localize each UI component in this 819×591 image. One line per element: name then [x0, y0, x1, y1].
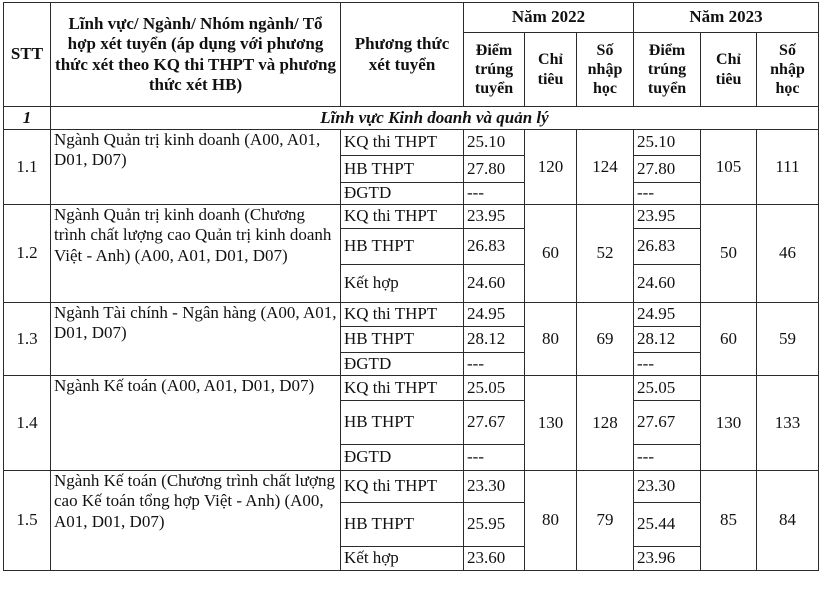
score-2023: 28.12 [634, 327, 701, 353]
quota-2022: 60 [525, 205, 577, 303]
score-2023: 24.95 [634, 303, 701, 327]
header-stt: STT [4, 3, 51, 107]
header-enrolled-2023: Số nhập học [757, 33, 819, 107]
score-2023: 26.83 [634, 229, 701, 265]
enrolled-2022: 69 [577, 303, 634, 376]
row-stt: 1.1 [4, 130, 51, 205]
major-name: Ngành Kế toán (A00, A01, D01, D07) [51, 376, 341, 471]
method-name: HB THPT [341, 156, 464, 183]
row-stt: 1.3 [4, 303, 51, 376]
score-2023: --- [634, 445, 701, 471]
major-name: Ngành Kế toán (Chương trình chất lượng cao Kế toán tổng hợp Việt - Anh) (A00, A01, D01, D07) [51, 471, 341, 571]
score-2023: --- [634, 183, 701, 205]
method-name: KQ thi THPT [341, 471, 464, 503]
admission-table [3, 2, 819, 571]
method-name: HB THPT [341, 327, 464, 353]
score-2022: 25.95 [464, 503, 525, 547]
row-stt: 1.5 [4, 471, 51, 571]
score-2022: 23.60 [464, 547, 525, 571]
score-2022: 25.10 [464, 130, 525, 156]
score-2023: 27.67 [634, 401, 701, 445]
quota-2023: 60 [701, 303, 757, 376]
header-score-2022: Điểm trúng tuyển [464, 33, 525, 107]
score-2023: 25.44 [634, 503, 701, 547]
score-2022: 27.80 [464, 156, 525, 183]
score-2022: 27.67 [464, 401, 525, 445]
method-name: KQ thi THPT [341, 130, 464, 156]
method-name: ĐGTD [341, 445, 464, 471]
header-field: Lĩnh vực/ Ngành/ Nhóm ngành/ Tổ hợp xét tuyển (áp dụng với phương thức xét theo KQ thi THPT và phương thức xét HB) [51, 3, 341, 107]
enrolled-2023: 59 [757, 303, 819, 376]
method-name: KQ thi THPT [341, 303, 464, 327]
score-2023: 23.96 [634, 547, 701, 571]
section-number: 1 [4, 107, 51, 130]
score-2023: 23.30 [634, 471, 701, 503]
method-name: KQ thi THPT [341, 376, 464, 401]
method-name: ĐGTD [341, 353, 464, 376]
quota-2023: 130 [701, 376, 757, 471]
row-stt: 1.4 [4, 376, 51, 471]
enrolled-2023: 84 [757, 471, 819, 571]
method-name: KQ thi THPT [341, 205, 464, 229]
quota-2022: 120 [525, 130, 577, 205]
major-name: Ngành Quản trị kinh doanh (A00, A01, D01, D07) [51, 130, 341, 205]
row-stt: 1.2 [4, 205, 51, 303]
header-score-2023: Điểm trúng tuyển [634, 33, 701, 107]
header-year-2022: Năm 2022 [464, 3, 634, 33]
method-name: HB THPT [341, 229, 464, 265]
section-title: Lĩnh vực Kinh doanh và quản lý [51, 107, 819, 130]
enrolled-2022: 52 [577, 205, 634, 303]
quota-2022: 130 [525, 376, 577, 471]
score-2022: --- [464, 183, 525, 205]
quota-2023: 105 [701, 130, 757, 205]
quota-2023: 50 [701, 205, 757, 303]
score-2023: 27.80 [634, 156, 701, 183]
score-2022: 26.83 [464, 229, 525, 265]
score-2022: 23.95 [464, 205, 525, 229]
enrolled-2023: 46 [757, 205, 819, 303]
header-quota-2023: Chỉ tiêu [701, 33, 757, 107]
method-name: Kết hợp [341, 265, 464, 303]
header-method: Phương thức xét tuyển [341, 3, 464, 107]
quota-2023: 85 [701, 471, 757, 571]
enrolled-2023: 111 [757, 130, 819, 205]
score-2022: 23.30 [464, 471, 525, 503]
score-2023: 23.95 [634, 205, 701, 229]
enrolled-2022: 79 [577, 471, 634, 571]
header-year-2023: Năm 2023 [634, 3, 819, 33]
score-2022: --- [464, 353, 525, 376]
score-2022: 28.12 [464, 327, 525, 353]
major-name: Ngành Quản trị kinh doanh (Chương trình chất lượng cao Quản trị kinh doanh Việt - Anh) (A00, A01, D01, D07) [51, 205, 341, 303]
score-2022: --- [464, 445, 525, 471]
score-2022: 25.05 [464, 376, 525, 401]
method-name: HB THPT [341, 503, 464, 547]
method-name: Kết hợp [341, 547, 464, 571]
enrolled-2022: 128 [577, 376, 634, 471]
score-2023: 25.10 [634, 130, 701, 156]
score-2022: 24.95 [464, 303, 525, 327]
quota-2022: 80 [525, 303, 577, 376]
score-2023: --- [634, 353, 701, 376]
score-2023: 24.60 [634, 265, 701, 303]
method-name: ĐGTD [341, 183, 464, 205]
score-2022: 24.60 [464, 265, 525, 303]
header-enrolled-2022: Số nhập học [577, 33, 634, 107]
quota-2022: 80 [525, 471, 577, 571]
enrolled-2023: 133 [757, 376, 819, 471]
major-name: Ngành Tài chính - Ngân hàng (A00, A01, D01, D07) [51, 303, 341, 376]
method-name: HB THPT [341, 401, 464, 445]
header-quota-2022: Chỉ tiêu [525, 33, 577, 107]
enrolled-2022: 124 [577, 130, 634, 205]
score-2023: 25.05 [634, 376, 701, 401]
